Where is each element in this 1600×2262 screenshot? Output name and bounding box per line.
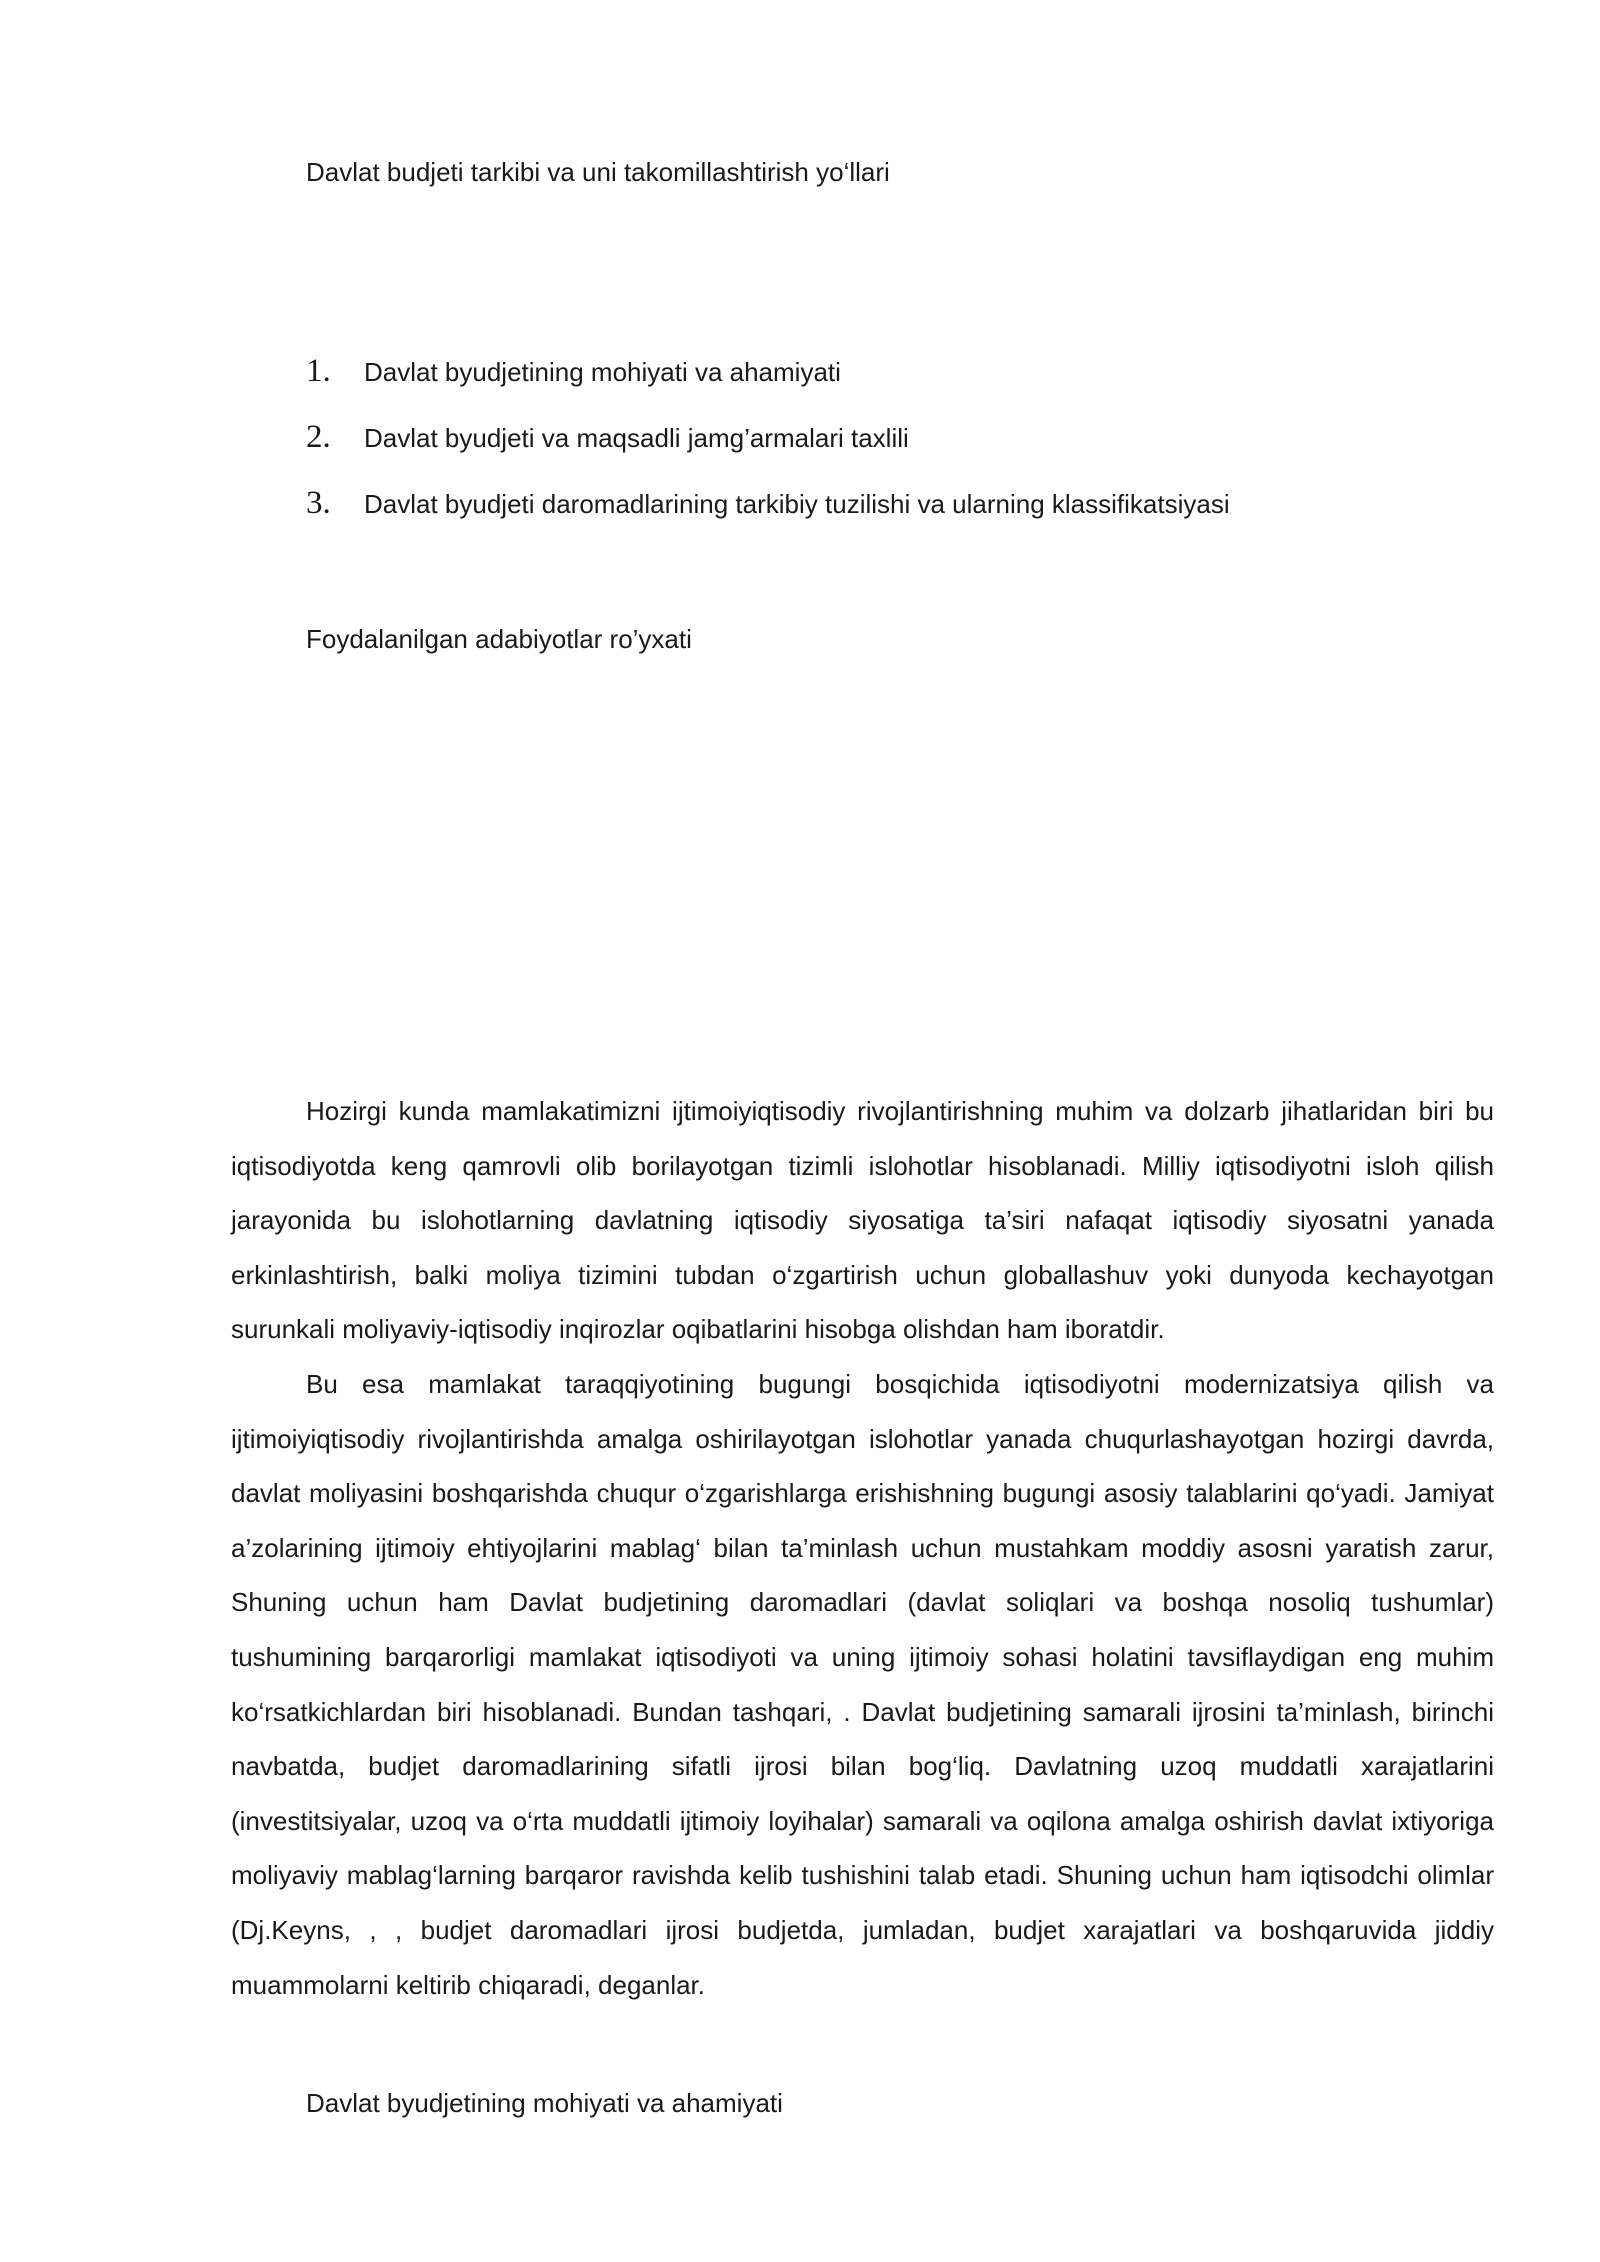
toc-item-text: Davlat byudjeti va maqsadli jamg’armalari taxlili [364,423,909,453]
toc-item-text: Davlat byudjeti daromadlarining tarkibiy tuzilishi va ularning klassifikatsiyasi [364,489,1230,519]
section-heading: Davlat byudjetining mohiyati va ahamiyati [306,2088,783,2118]
toc-item-number: 3. [306,485,331,521]
body-text [231,1084,1494,2012]
toc-item-number: 2. [306,419,331,455]
table-of-contents [306,353,1230,551]
references-heading: Foydalanilgan adabiyotlar ro’yxati [306,624,692,654]
toc-item [306,419,1230,485]
toc-item [306,353,1230,419]
document-title: Davlat budjeti tarkibi va uni takomillashtirish yo‘llari [306,157,890,187]
toc-item [306,485,1230,551]
paragraph: Bu esa mamlakat taraqqiyotining bugungi bosqichida iqtisodiyotni modernizatsiya qilish va ijtimoiyiqtisodiy rivojlantirishda amalga oshirilayotgan islohotlar yanada chuqurlashayotgan hozirgi davrda, davlat moliyasini boshqarishda chuqur o‘zgarishlarga erishishning bugungi asosiy talablarini qo‘yadi. Jamiyat a’zolarining ijtimoiy ehtiyojlarini mablag‘ bilan ta’minlash uchun mustahkam moddiy asosni yaratish zarur, Shuning uchun ham Davlat budjetining daromadlari (davlat soliqlari va boshqa nosoliq tushumlar) tushumining barqarorligi mamlakat iqtisodiyoti va uning ijtimoiy sohasi holatini tavsiflaydigan eng muhim ko‘rsatkichlardan biri hisoblanadi. Bundan tashqari, . Davlat budjetining samarali ijrosini ta’minlash, birinchi navbatda, budjet daromadlarining sifatli ijrosi bilan bog‘liq. Davlatning uzoq muddatli xarajatlarini (investitsiyalar, uzoq va o‘rta muddatli ijtimoiy loyihalar) samarali va oqilona amalga oshirish davlat ixtiyoriga moliyaviy mablag‘larning barqaror ravishda kelib tushishini talab etadi. Shuning uchun ham iqtisodchi olimlar (Dj.Keyns, , , budjet daromadlari ijrosi budjetda, jumladan, budjet xarajatlari va boshqaruvida jiddiy muammolarni keltirib chiqaradi, deganlar. [231,1368,1494,2000]
toc-item-text: Davlat byudjetining mohiyati va ahamiyati [364,357,841,387]
toc-item-number: 1. [306,353,331,389]
paragraph: Hozirgi kunda mamlakatimizni ijtimoiyiqtisodiy rivojlantirishning muhim va dolzarb jihatlaridan biri bu iqtisodiyotda keng qamrovli olib borilayotgan tizimli islohotlar hisoblanadi. Milliy iqtisodiyotni isloh qilish jarayonida bu islohotlarning davlatning iqtisodiy siyosatiga ta’siri nafaqat iqtisodiy siyosatni yanada erkinlashtirish, balki moliya tizimini tubdan o‘zgartirish uchun globallashuv yoki dunyoda kechayotgan surunkali moliyaviy-iqtisodiy inqirozlar oqibatlarini hisobga olishdan ham iboratdir. [231,1096,1494,1345]
